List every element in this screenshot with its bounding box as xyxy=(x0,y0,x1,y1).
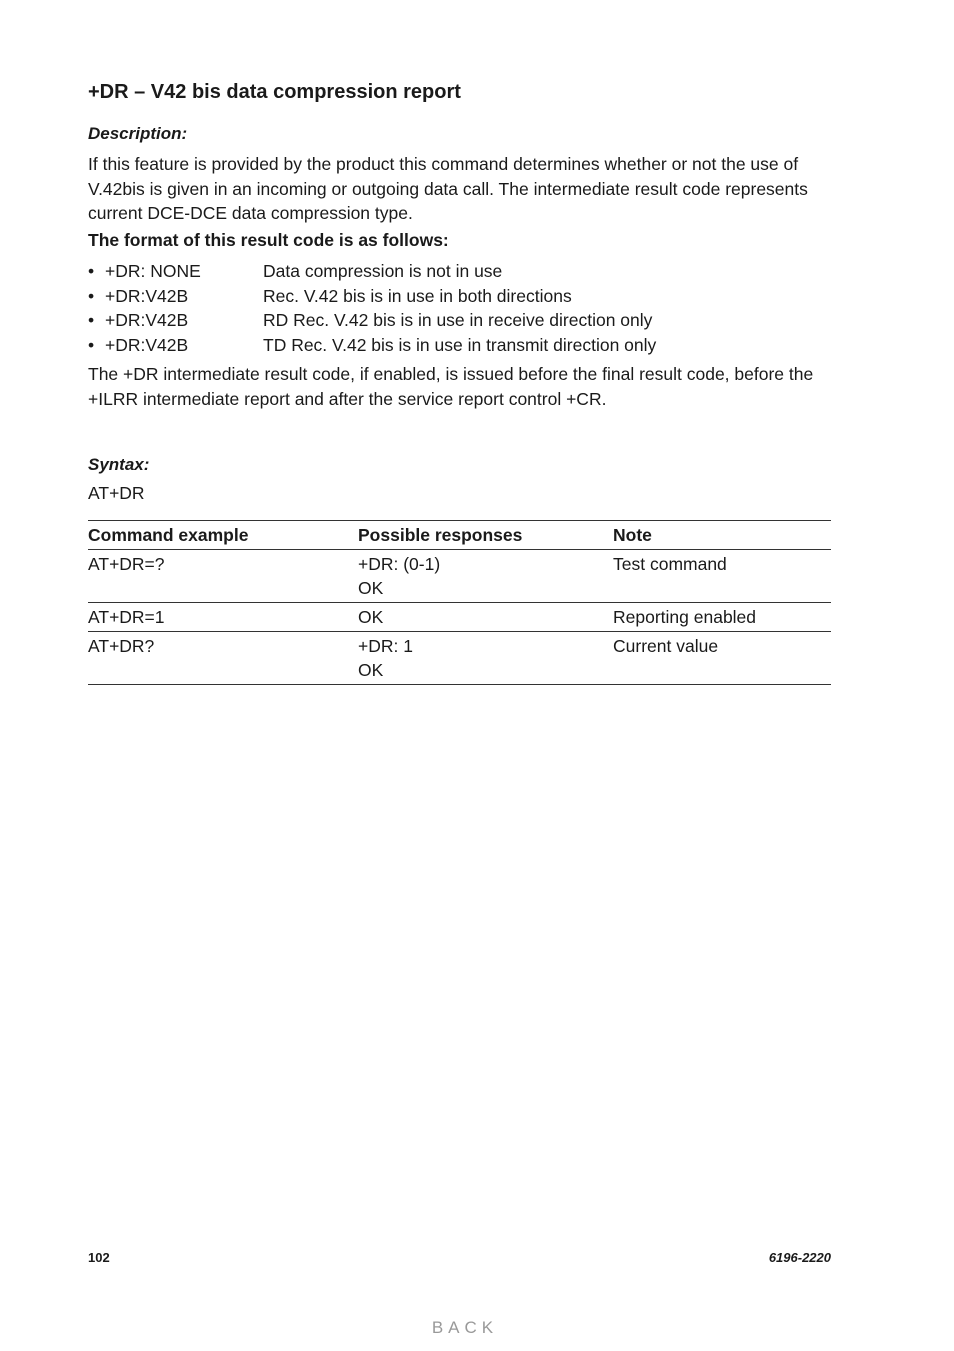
bullet-icon: • xyxy=(88,261,95,281)
result-code-description: Rec. V.42 bis is in use in both directions xyxy=(263,285,572,306)
responses-cell xyxy=(358,552,440,600)
format-heading: The format of this result code is as follows: xyxy=(88,230,449,250)
description-text: If this feature is provided by the product this command determines whether or not the use of V.42bis is given in an incoming or outgoing data call. The intermediate result code represents current DCE-DCE data compression type. xyxy=(88,154,808,223)
syntax-label: Syntax: xyxy=(88,455,150,474)
command-cell: AT+DR? xyxy=(88,636,155,656)
table-row xyxy=(88,550,831,603)
column-header-responses: Possible responses xyxy=(358,525,523,545)
syntax-command: AT+DR xyxy=(88,483,145,503)
note-cell: Current value xyxy=(613,636,719,656)
column-header-command: Command example xyxy=(88,525,249,545)
table-header-row xyxy=(88,521,831,550)
result-code-list xyxy=(88,259,831,357)
page-number: 102 xyxy=(88,1250,110,1265)
table-row xyxy=(88,603,831,632)
list-item xyxy=(88,284,831,309)
table-row xyxy=(88,632,831,685)
result-code: +DR:V42B xyxy=(105,334,189,355)
note-paragraph: The +DR intermediate result code, if enabled, is issued before the final result code, before the +ILRR intermediate report and after the service report control +CR. xyxy=(88,364,814,409)
bullet-icon: • xyxy=(88,334,95,355)
command-cell: AT+DR=1 xyxy=(88,607,165,627)
result-code-description: RD Rec. V.42 bis is in use in receive direction only xyxy=(263,310,653,330)
description-label: Description: xyxy=(88,124,188,143)
list-item xyxy=(88,333,831,358)
column-header-note: Note xyxy=(613,525,652,545)
command-table xyxy=(88,520,831,685)
result-code-description: Data compression is not in use xyxy=(263,261,503,281)
bullet-icon: • xyxy=(88,285,95,306)
response-line: +DR: 1 xyxy=(358,636,413,656)
command-cell: AT+DR=? xyxy=(88,554,165,574)
list-item xyxy=(88,259,831,284)
back-link[interactable]: BACK xyxy=(431,1318,499,1337)
bullet-icon: • xyxy=(88,310,95,330)
note-cell: Test command xyxy=(613,554,727,574)
list-item xyxy=(88,308,831,333)
note-cell: Reporting enabled xyxy=(613,607,757,627)
response-line: OK xyxy=(358,660,384,680)
responses-cell xyxy=(358,634,413,682)
document-id: 6196-2220 xyxy=(768,1250,831,1265)
response-line: OK xyxy=(358,607,384,627)
result-code: +DR:V42B xyxy=(105,310,189,330)
responses-cell xyxy=(358,605,383,629)
response-line: OK xyxy=(358,578,384,598)
result-code: +DR:V42B xyxy=(105,285,189,306)
result-code-description: TD Rec. V.42 bis is in use in transmit direction only xyxy=(263,334,657,355)
page-title: +DR – V42 bis data compression report xyxy=(88,81,461,103)
result-code: +DR: NONE xyxy=(105,261,201,281)
response-line: +DR: (0-1) xyxy=(358,554,441,574)
